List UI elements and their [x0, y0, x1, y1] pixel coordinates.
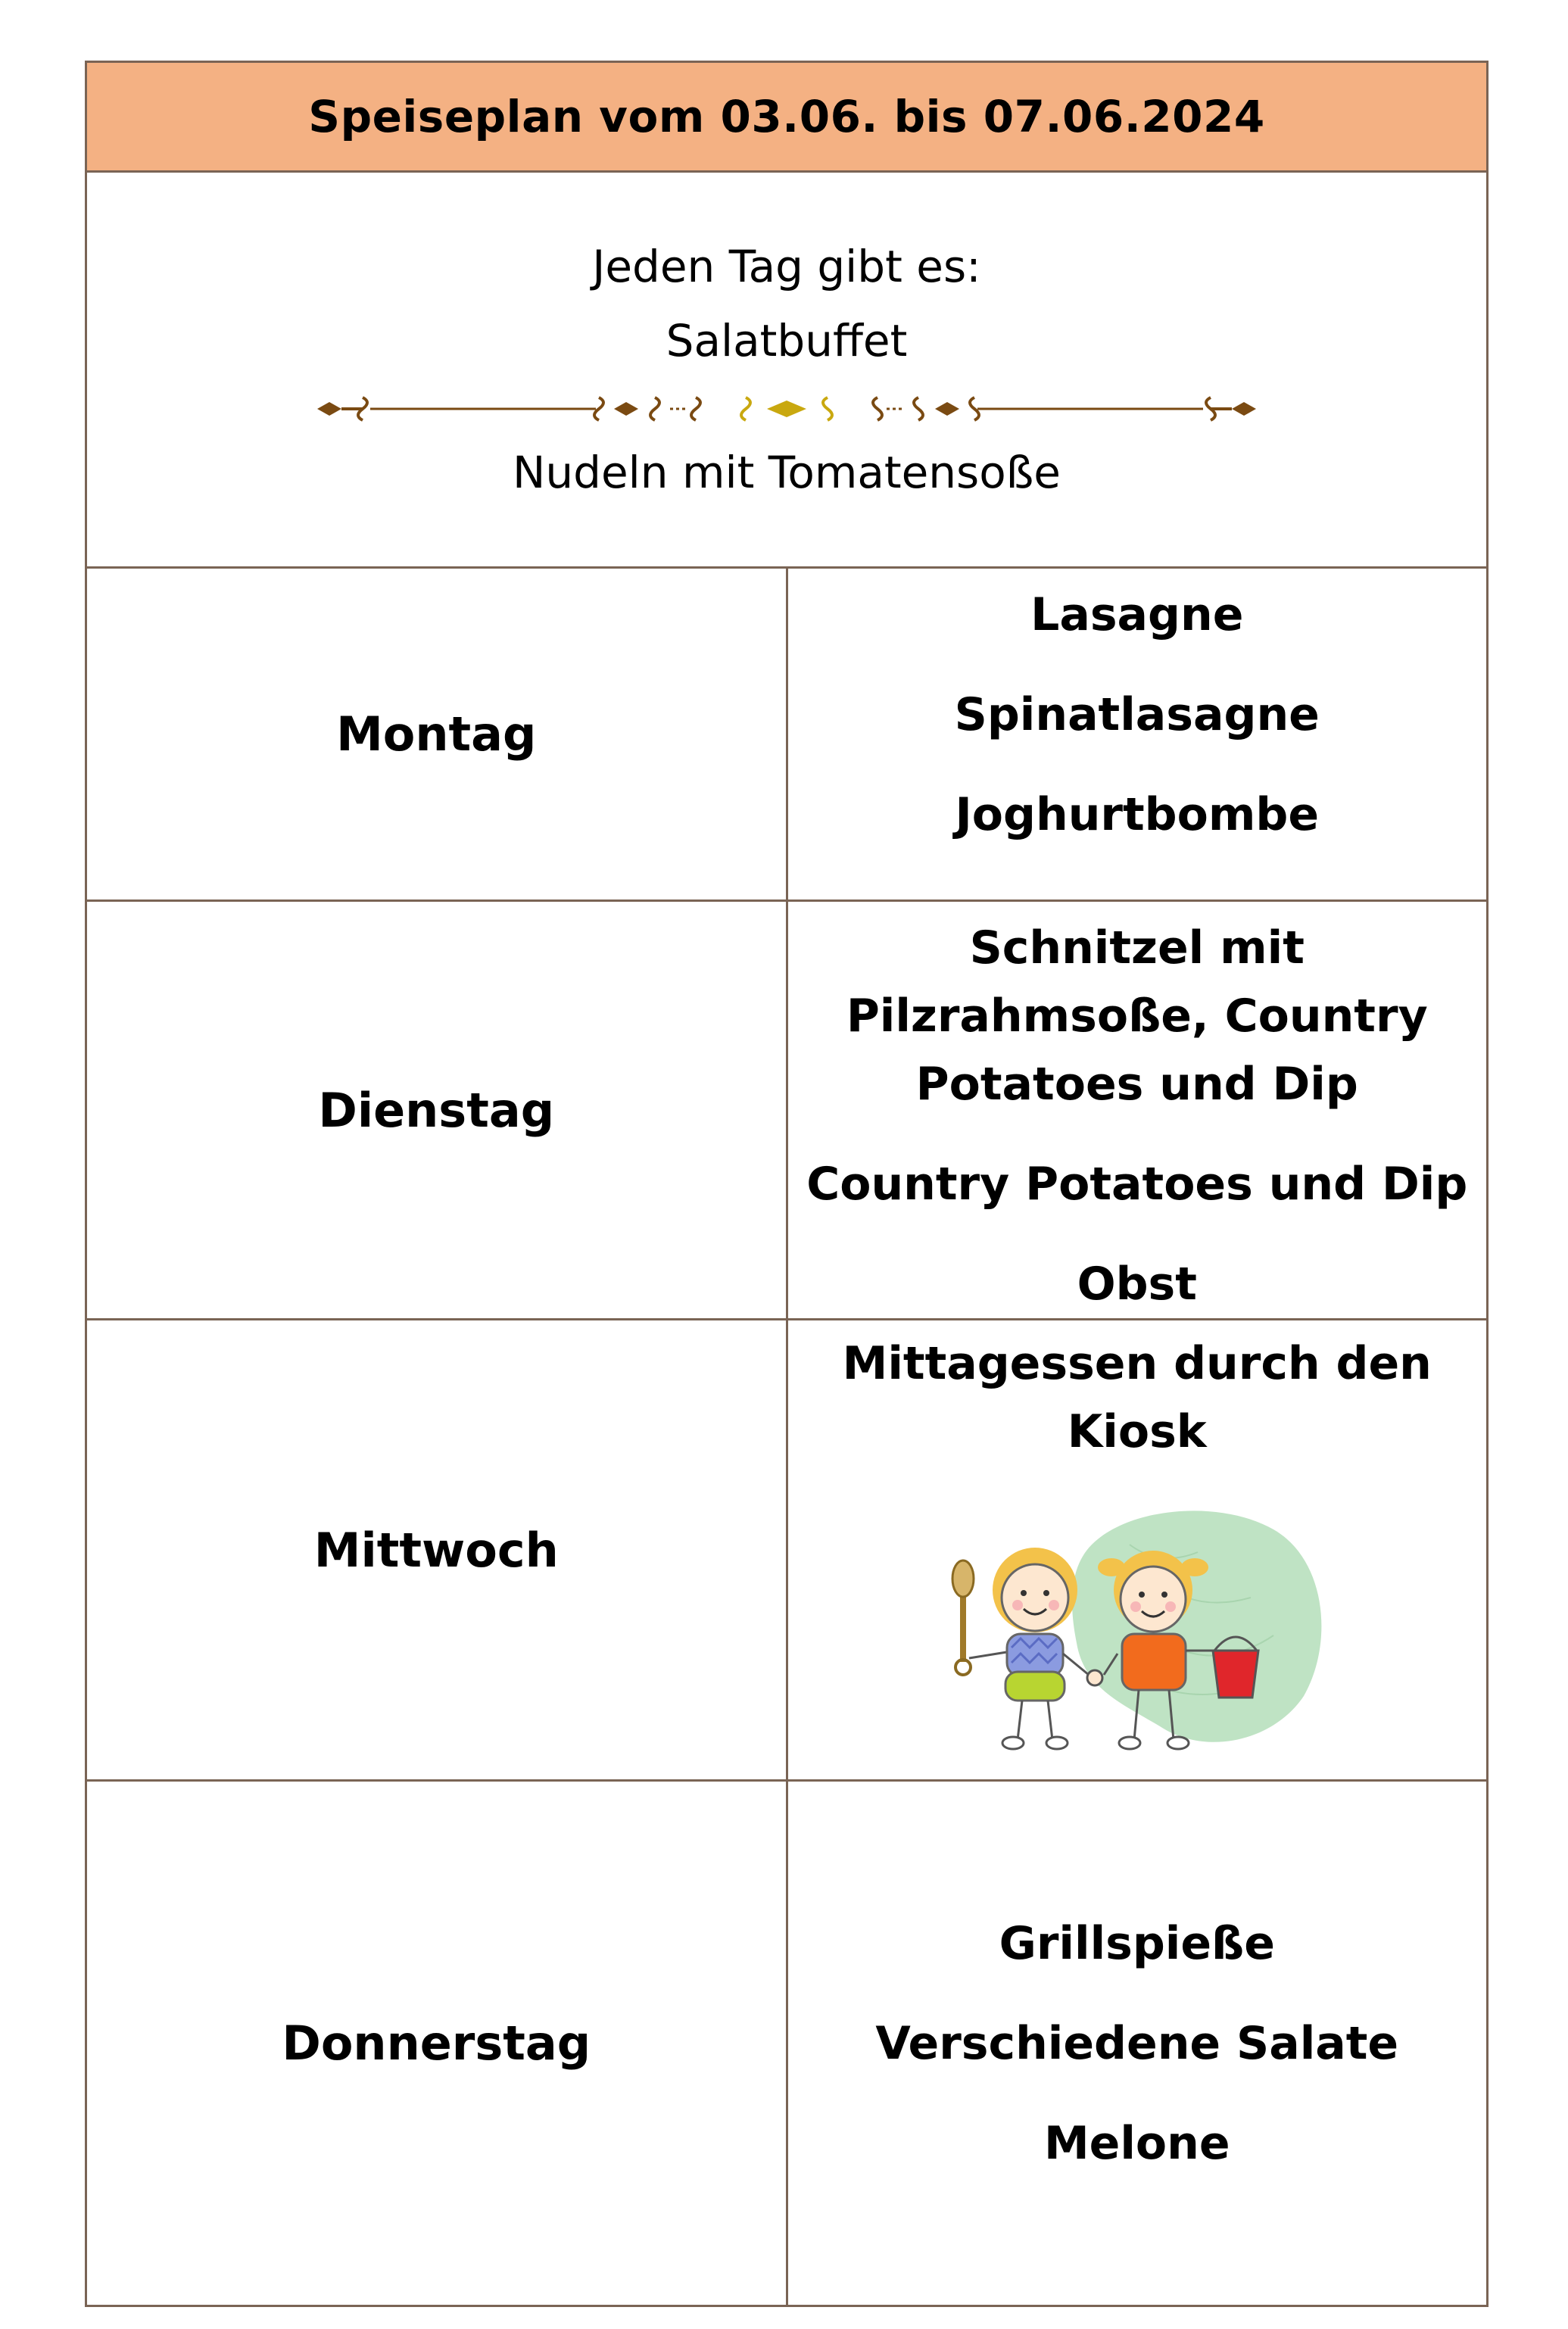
dish-item: Grillspieße: [999, 1916, 1275, 1970]
day-label: Dienstag: [86, 901, 787, 1320]
dish-item: Obst: [1077, 1258, 1197, 1311]
menu-table: [85, 61, 1489, 2307]
dish-item: Schnitzel mit Pilzrahmsoße, Country Potatoes und Dip: [846, 921, 1428, 1111]
daily-pasta: Nudeln mit Tomatensoße: [513, 447, 1061, 498]
menu-title: Speiseplan vom 03.06. bis 07.06.2024: [86, 62, 1488, 172]
menu-row-mittwoch: [86, 1320, 1488, 1781]
ornamental-divider-icon: [317, 385, 1256, 432]
day-label: Montag: [86, 568, 787, 901]
daily-offer-cell: [86, 172, 1488, 568]
dish-item: Mittagessen durch den Kiosk: [842, 1337, 1432, 1458]
dish-item: Joghurtbombe: [955, 788, 1320, 841]
dish-item: Melone: [1043, 2116, 1230, 2170]
dishes-cell: [787, 1781, 1488, 2306]
daily-intro: Jeden Tag gibt es:: [592, 241, 981, 292]
day-label: Donnerstag: [86, 1781, 787, 2306]
dishes-cell: [787, 568, 1488, 901]
dish-item: Spinatlasagne: [954, 688, 1320, 741]
menu-row-dienstag: [86, 901, 1488, 1320]
menu-row-montag: [86, 568, 1488, 901]
dishes-cell: [787, 901, 1488, 1320]
dish-item: Verschiedene Salate: [875, 2016, 1399, 2070]
dishes-cell: [787, 1320, 1488, 1781]
daily-salad: Salatbuffet: [666, 315, 908, 366]
kids-holding-hands-icon: [933, 1499, 1342, 1779]
dish-item: Country Potatoes und Dip: [806, 1158, 1468, 1211]
day-label: Mittwoch: [86, 1320, 787, 1781]
dish-item: Lasagne: [1030, 588, 1244, 641]
menu-row-donnerstag: [86, 1781, 1488, 2306]
